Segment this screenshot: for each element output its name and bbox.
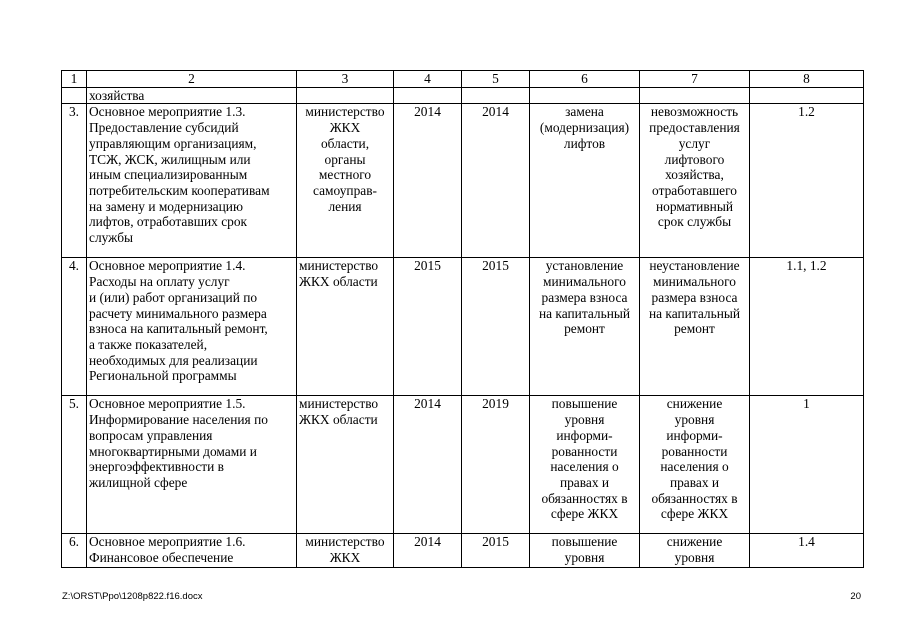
- row-number: 4.: [62, 258, 87, 396]
- start-year-cell: 2014: [394, 104, 462, 258]
- column-header-5: 5: [462, 71, 530, 88]
- expected-result-cell: повышение уровня: [530, 534, 640, 568]
- page-number: 20: [850, 591, 861, 602]
- column-header-7: 7: [640, 71, 750, 88]
- consequence-cell: неустановление минимального размера взноса на капитальный ремонт: [640, 258, 750, 396]
- continuation-empty-cell: [750, 87, 864, 104]
- continuation-row: [62, 87, 864, 104]
- row-number: 3.: [62, 104, 87, 258]
- activity-cell: Основное мероприятие 1.5. Информирование населения по вопросам управления многоквартирными домами и энергоэффективности в жилищной сфере: [87, 396, 297, 534]
- consequence-cell: снижение уровня информи- рованности населения о правах и обязанностях в сфере ЖКХ: [640, 396, 750, 534]
- end-year-cell: 2015: [462, 258, 530, 396]
- column-header-6: 6: [530, 71, 640, 88]
- continuation-empty-cell: [462, 87, 530, 104]
- start-year-cell: 2014: [394, 396, 462, 534]
- indicator-cell: 1: [750, 396, 864, 534]
- column-header-4: 4: [394, 71, 462, 88]
- column-header-1: 1: [62, 71, 87, 88]
- table-row: [62, 258, 864, 396]
- executor-cell: министерство ЖКХ: [297, 534, 394, 568]
- continuation-empty-cell: [394, 87, 462, 104]
- column-header-3: 3: [297, 71, 394, 88]
- continuation-empty-cell: [530, 87, 640, 104]
- start-year-cell: 2014: [394, 534, 462, 568]
- expected-result-cell: установление минимального размера взноса на капитальный ремонт: [530, 258, 640, 396]
- end-year-cell: 2019: [462, 396, 530, 534]
- continuation-empty-cell: [640, 87, 750, 104]
- consequence-cell: снижение уровня: [640, 534, 750, 568]
- indicator-cell: 1.4: [750, 534, 864, 568]
- activity-cell: Основное мероприятие 1.6. Финансовое обеспечение: [87, 534, 297, 568]
- end-year-cell: 2014: [462, 104, 530, 258]
- row-number: 6.: [62, 534, 87, 568]
- start-year-cell: 2015: [394, 258, 462, 396]
- table-row: [62, 534, 864, 568]
- footer-file-path: Z:\ORST\Ppo\1208p822.f16.docx: [62, 591, 203, 602]
- executor-cell: министерство ЖКХ области, органы местного самоуправ- ления: [297, 104, 394, 258]
- continuation-num-cell: [62, 87, 87, 104]
- table-row: [62, 104, 864, 258]
- expected-result-cell: замена (модернизация) лифтов: [530, 104, 640, 258]
- end-year-cell: 2015: [462, 534, 530, 568]
- column-header-2: 2: [87, 71, 297, 88]
- program-activities-table: [61, 70, 864, 568]
- continuation-empty-cell: [297, 87, 394, 104]
- indicator-cell: 1.1, 1.2: [750, 258, 864, 396]
- executor-cell: министерство ЖКХ области: [297, 396, 394, 534]
- table-header-row: [62, 71, 864, 88]
- indicator-cell: 1.2: [750, 104, 864, 258]
- activity-cell: Основное мероприятие 1.4. Расходы на оплату услуг и (или) работ организаций по расчету минимального размера взноса на капитальный ремонт, а также показателей, необходимых для реализации Региональной программы: [87, 258, 297, 396]
- column-header-8: 8: [750, 71, 864, 88]
- table-row: [62, 396, 864, 534]
- expected-result-cell: повышение уровня информи- рованности населения о правах и обязанностях в сфере ЖКХ: [530, 396, 640, 534]
- continuation-text: хозяйства: [87, 87, 297, 104]
- consequence-cell: невозможность предоставления услуг лифтового хозяйства, отработавшего нормативный срок службы: [640, 104, 750, 258]
- row-number: 5.: [62, 396, 87, 534]
- executor-cell: министерство ЖКХ области: [297, 258, 394, 396]
- activity-cell: Основное мероприятие 1.3. Предоставление субсидий управляющим организациям, ТСЖ, ЖСК, жилищным или иным специализированным потребительским кооперативам на замену и модернизацию лифтов, отработавших срок службы: [87, 104, 297, 258]
